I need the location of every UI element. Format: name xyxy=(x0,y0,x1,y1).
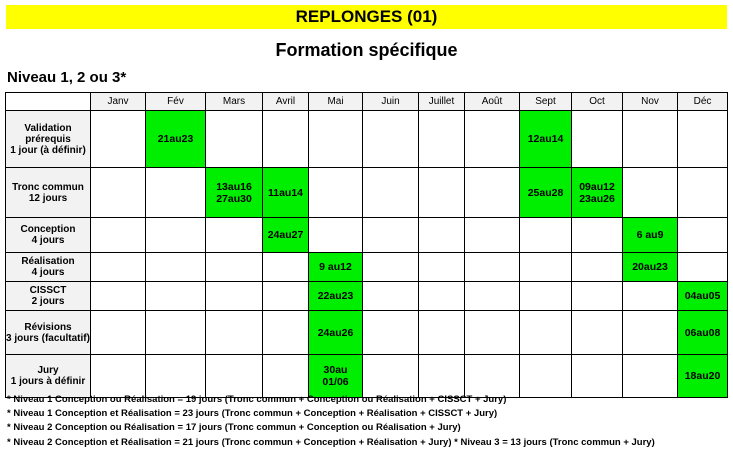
empty-cell xyxy=(419,168,465,218)
row-label-line: Conception xyxy=(20,224,76,235)
empty-cell xyxy=(206,355,263,398)
empty-cell xyxy=(520,218,572,253)
empty-cell xyxy=(572,253,623,282)
empty-cell xyxy=(572,111,623,168)
month-header-0: Janv xyxy=(91,93,146,111)
schedule-table xyxy=(5,92,728,398)
empty-cell xyxy=(263,111,309,168)
table-row xyxy=(6,355,728,398)
session-date: 09au12 xyxy=(579,180,615,193)
row-label xyxy=(6,168,91,218)
row-label-line: 3 jours (facultatif) xyxy=(6,332,90,344)
empty-cell xyxy=(465,218,520,253)
empty-cell xyxy=(623,111,678,168)
row-label-line: CISSCT xyxy=(29,285,67,296)
empty-cell xyxy=(263,311,309,355)
empty-cell xyxy=(678,253,728,282)
row-label-line: Révisions xyxy=(24,321,72,333)
month-header-7: Août xyxy=(465,93,520,111)
empty-cell xyxy=(419,253,465,282)
session-cell: 24au26 xyxy=(309,311,363,355)
table-row xyxy=(6,282,728,311)
empty-cell xyxy=(91,218,146,253)
row-label xyxy=(6,111,91,168)
empty-cell xyxy=(363,168,419,218)
empty-cell xyxy=(465,355,520,398)
row-label xyxy=(6,218,91,253)
session-cell: 11au14 xyxy=(263,168,309,218)
row-label-line: Réalisation xyxy=(21,256,75,267)
month-header-1: Fév xyxy=(146,93,206,111)
month-header-10: Nov xyxy=(623,93,678,111)
month-header-9: Oct xyxy=(572,93,623,111)
empty-cell xyxy=(419,282,465,311)
empty-cell xyxy=(520,355,572,398)
session-date: 27au30 xyxy=(216,192,252,205)
empty-cell xyxy=(572,311,623,355)
empty-cell xyxy=(623,311,678,355)
row-label xyxy=(6,311,91,355)
row-label-line: 1 jours à définir xyxy=(10,376,86,387)
session-cell: 18au20 xyxy=(678,355,728,398)
empty-cell xyxy=(91,111,146,168)
empty-cell xyxy=(309,111,363,168)
empty-cell xyxy=(206,218,263,253)
empty-cell xyxy=(572,282,623,311)
session-cell: 12au14 xyxy=(520,111,572,168)
empty-cell xyxy=(206,311,263,355)
empty-cell xyxy=(309,168,363,218)
month-header-3: Avril xyxy=(263,93,309,111)
footnote-line: * Niveau 2 Conception et Réalisation = 21 jours (Tronc commun + Conception + Réalisation + Jury) * Niveau 3 = 13 jours (Tronc commun + Jury) xyxy=(7,436,655,448)
session-cell: 6 au9 xyxy=(623,218,678,253)
empty-cell xyxy=(91,355,146,398)
level-heading: Niveau 1, 2 ou 3* xyxy=(7,69,127,86)
empty-cell xyxy=(465,311,520,355)
row-label-line: 2 jours xyxy=(31,296,65,307)
session-cell: 04au05 xyxy=(678,282,728,311)
empty-cell xyxy=(206,111,263,168)
empty-cell xyxy=(678,168,728,218)
empty-cell xyxy=(363,311,419,355)
session-cell: 24au27 xyxy=(263,218,309,253)
table-row xyxy=(6,111,728,168)
session-cell: 25au28 xyxy=(520,168,572,218)
month-header-row xyxy=(6,93,728,111)
empty-cell xyxy=(363,218,419,253)
empty-cell xyxy=(520,282,572,311)
table-row xyxy=(6,168,728,218)
row-label-line: Tronc commun xyxy=(12,181,84,193)
row-label-line: Validation xyxy=(24,122,72,134)
row-label-line: 4 jours xyxy=(31,235,65,246)
month-header-6: Juillet xyxy=(419,93,465,111)
empty-cell xyxy=(520,253,572,282)
empty-cell xyxy=(465,111,520,168)
empty-cell xyxy=(146,282,206,311)
empty-cell xyxy=(263,355,309,398)
empty-cell xyxy=(623,282,678,311)
footnotes xyxy=(7,393,655,450)
empty-cell xyxy=(363,111,419,168)
empty-cell xyxy=(363,253,419,282)
title-banner xyxy=(6,5,727,29)
empty-cell xyxy=(363,355,419,398)
row-label-line: 4 jours xyxy=(31,267,65,278)
empty-cell xyxy=(91,311,146,355)
month-header-8: Sept xyxy=(520,93,572,111)
page-title: REPLONGES (01) xyxy=(295,7,438,26)
session-cell xyxy=(572,168,623,218)
empty-cell xyxy=(520,311,572,355)
empty-cell xyxy=(678,218,728,253)
month-header-5: Juin xyxy=(363,93,419,111)
empty-cell xyxy=(419,111,465,168)
corner-cell xyxy=(6,93,91,111)
table-row xyxy=(6,311,728,355)
row-label xyxy=(6,282,91,311)
empty-cell xyxy=(623,355,678,398)
empty-cell xyxy=(91,282,146,311)
empty-cell xyxy=(91,168,146,218)
row-label-line: 12 jours xyxy=(28,192,68,204)
empty-cell xyxy=(263,253,309,282)
empty-cell xyxy=(206,253,263,282)
month-header-2: Mars xyxy=(206,93,263,111)
session-date: 23au26 xyxy=(579,192,615,205)
empty-cell xyxy=(91,253,146,282)
session-cell: 20au23 xyxy=(623,253,678,282)
month-header-4: Mai xyxy=(309,93,363,111)
row-label-line: prérequis xyxy=(25,133,71,145)
empty-cell xyxy=(572,355,623,398)
empty-cell xyxy=(309,218,363,253)
table-row xyxy=(6,218,728,253)
session-cell: 21au23 xyxy=(146,111,206,168)
empty-cell xyxy=(623,168,678,218)
empty-cell xyxy=(572,218,623,253)
empty-cell xyxy=(363,282,419,311)
session-cell: 06au08 xyxy=(678,311,728,355)
session-cell: 30au 01/06 xyxy=(309,355,363,398)
empty-cell xyxy=(263,282,309,311)
empty-cell xyxy=(419,311,465,355)
session-cell: 22au23 xyxy=(309,282,363,311)
empty-cell xyxy=(206,282,263,311)
empty-cell xyxy=(465,168,520,218)
month-header-11: Déc xyxy=(678,93,728,111)
row-label xyxy=(6,355,91,398)
empty-cell xyxy=(678,111,728,168)
empty-cell xyxy=(419,355,465,398)
footnote-line: * Niveau 1 Conception et Réalisation = 23 jours (Tronc commun + Conception + Réalisation + CISSCT + Jury) xyxy=(7,408,498,420)
empty-cell xyxy=(146,218,206,253)
empty-cell xyxy=(465,282,520,311)
empty-cell xyxy=(419,218,465,253)
table-row xyxy=(6,253,728,282)
row-label-line: 1 jour (à définir) xyxy=(10,144,86,156)
empty-cell xyxy=(146,168,206,218)
page-subtitle: Formation spécifique xyxy=(275,40,458,60)
session-cell: 9 au12 xyxy=(309,253,363,282)
empty-cell xyxy=(146,311,206,355)
session-date: 13au16 xyxy=(216,180,252,193)
empty-cell xyxy=(146,355,206,398)
row-label-line: Jury xyxy=(37,365,59,376)
empty-cell xyxy=(146,253,206,282)
session-cell xyxy=(206,168,263,218)
empty-cell xyxy=(465,253,520,282)
footnote-line: * Niveau 2 Conception ou Réalisation = 17 jours (Tronc commun + Conception ou Réalisation + Jury) xyxy=(7,422,461,434)
row-label xyxy=(6,253,91,282)
footnote-line: * Niveau 1 Conception ou Réalisation = 19 jours (Tronc commun + Conception ou Réalisation + CISSCT + Jury) xyxy=(7,394,507,405)
